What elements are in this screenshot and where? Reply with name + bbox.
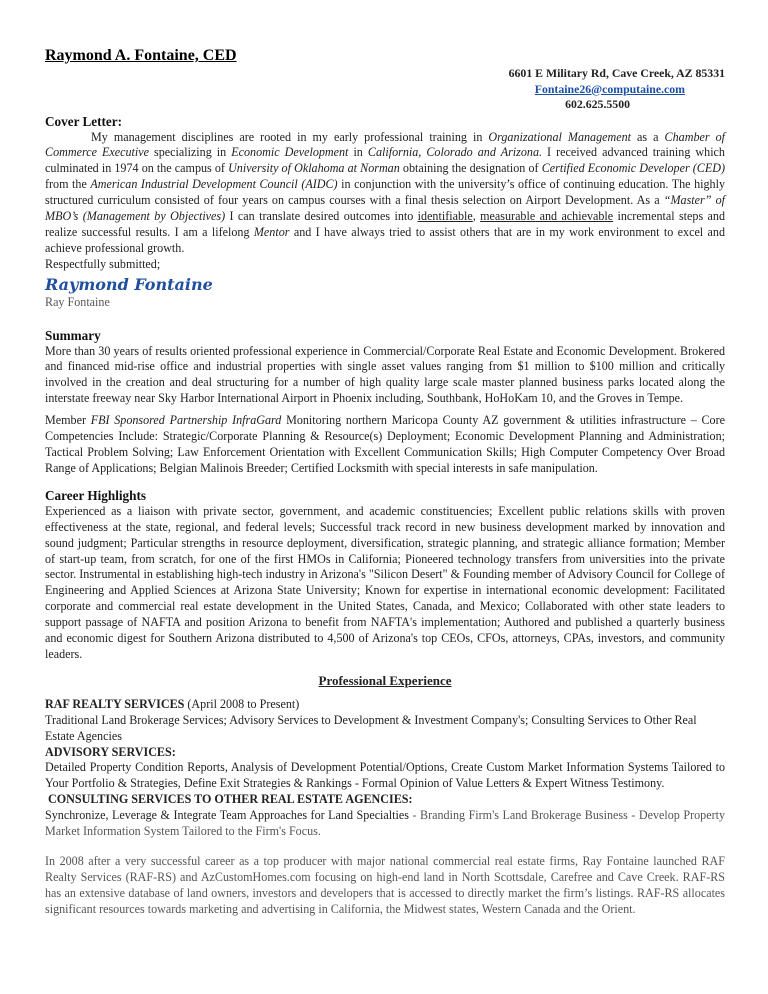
signed-name: Ray Fontaine xyxy=(45,294,110,309)
company-name: RAF REALTY SERVICES xyxy=(45,696,185,711)
advisory-text: Detailed Property Condition Reports, Analysis of Development Potential/Options, Create Custom Market Information Systems Tailored to Your Portfolio & Strategies, Define Exit Strategies & Rankings - Formal Opinion of Value Letters & Expert Witness Testimony. xyxy=(45,760,725,791)
resume-name: Raymond A. Fontaine, CED xyxy=(45,47,237,64)
advisory-heading: ADVISORY SERVICES: xyxy=(45,744,176,759)
address: 6601 E Military Rd, Cave Creek, AZ 85331 xyxy=(508,66,725,80)
phone: 602.625.5500 xyxy=(565,97,630,111)
cover-letter-text: My management disciplines are rooted in my early professional training in Organizational Management as a Chamber of Commerce Executive specializing in Economic Development in California, Colorado and Arizona. I received advanced training which culminated in 1974 on the campus of University of Oklahoma at Norman obtaining the designation of Certified Economic Developer (CED) from the American Industrial Development Council (AIDC) in conjunction with the university’s office of continuing education. The highly structured curriculum consisted of four years on campus courses with a final thesis selection on Airport Development. As a “Master” of MBO’s (Management by Objectives) I can translate desired outcomes into identifiable, measurable and achievable incremental steps and realize successful results. I am a lifelong Mentor and I have always tried to assist others that are in my work environment to excel and achieve professional growth. xyxy=(45,129,726,255)
career-highlights-text: Experienced as a liaison with private sector, government, and academic constituencies; Excellent public relations skills with proven effectiveness at the state, regional, and federal levels; Successful track record in new business development marked by innovation and sound judgment; Particular strengths in resource deployment, diversification, strategic planning, and strategic alliance formation; Member of start-up team, from scratch, for one of the first HMOs in California; Pioneered technology transfers from universities into the private sector. Instrumental in establishing high-tech industry in Arizona's "Silicon Desert" & Founding member of Advisory Council for College of Engineering and Applied Sciences at Arizona State University; Known for expertise in international economic development: Facilitated corporate and commercial real estate development in the United States, Canada, and Mexico; Collaborated with other state leaders to support passage of NAFTA and position Arizona to benefit from NAFTA's implementation; Authored and published a quarterly business and economic digest for Southern Arizona distributed to 4,500 of Arizona's top CEOs, CFOs, attorneys, CPAs, investors, and community leaders. xyxy=(45,503,725,661)
resume-page xyxy=(45,46,725,918)
summary-member-text: Member FBI Sponsored Partnership InfraGard Monitoring northern Maricopa County AZ government & utilities infrastructure – Core Competencies Include: Strategic/Corporate Planning & Resource(s) Deployment; Economic Development Planning and Administration; Tactical Problem Solving; Law Enforcement Orientation with Excellent Communication Skills; High Computer Competency Over Broad Range of Applications; Belgian Malinois Breeder; Certified Locksmith with special interests in safe manipulation. xyxy=(45,413,725,475)
company-description: Traditional Land Brokerage Services; Advisory Services to Development & Investment Company's; Consulting Services to Other Real Estate Agencies xyxy=(45,712,697,743)
cover-letter-heading: Cover Letter: xyxy=(45,113,123,129)
summary-heading: Summary xyxy=(45,327,101,343)
consulting-text: Synchronize, Leverage & Integrate Team Approaches for Land Specialties - Branding Firm's Land Brokerage Business - Develop Property Market Information System Tailored to the Firm's Focus. xyxy=(45,808,725,839)
company-history: In 2008 after a very successful career as a top producer with major national commercial real estate firms, Ray Fontaine launched RAF Realty Services (RAF-RS) and AzCustomHomes.com focusing on high-end land in North Scottsdale, Carefree and Cave Creek. RAF-RS has an extensive database of land owners, investors and developers that is accessed to directly market the firm’s listings. RAF-RS allocates significant resources towards marketing and advertising in California, the Midwest states, Western Canada and the Orient. xyxy=(45,853,725,916)
professional-experience-heading: Professional Experience xyxy=(318,672,452,688)
signature: Raymond Fontaine xyxy=(45,274,213,294)
contact-block xyxy=(45,66,725,113)
closing: Respectfully submitted; xyxy=(45,256,161,271)
company-line xyxy=(45,697,725,713)
consulting-heading: CONSULTING SERVICES TO OTHER REAL ESTATE AGENCIES: xyxy=(45,792,413,807)
company-dates: (April 2008 to Present) xyxy=(184,696,300,711)
career-highlights-heading: Career Highlights xyxy=(45,487,146,503)
summary-text: More than 30 years of results oriented professional experience in Commercial/Corporate Real Estate and Economic Development. Brokered and financed mid-rise office and industrial properties with single asset values ranging from $1 million to $100 million and critically involved in the creation and deal structuring for a number of high quality large scale master planned business parks located along the interstate freeway near Sky Harbor International Airport in Phoenix including, Southbank, HoHoKam 10, and the Groves in Tempe. xyxy=(45,343,725,406)
email-link[interactable]: Fontaine26@computaine.com xyxy=(534,81,685,96)
